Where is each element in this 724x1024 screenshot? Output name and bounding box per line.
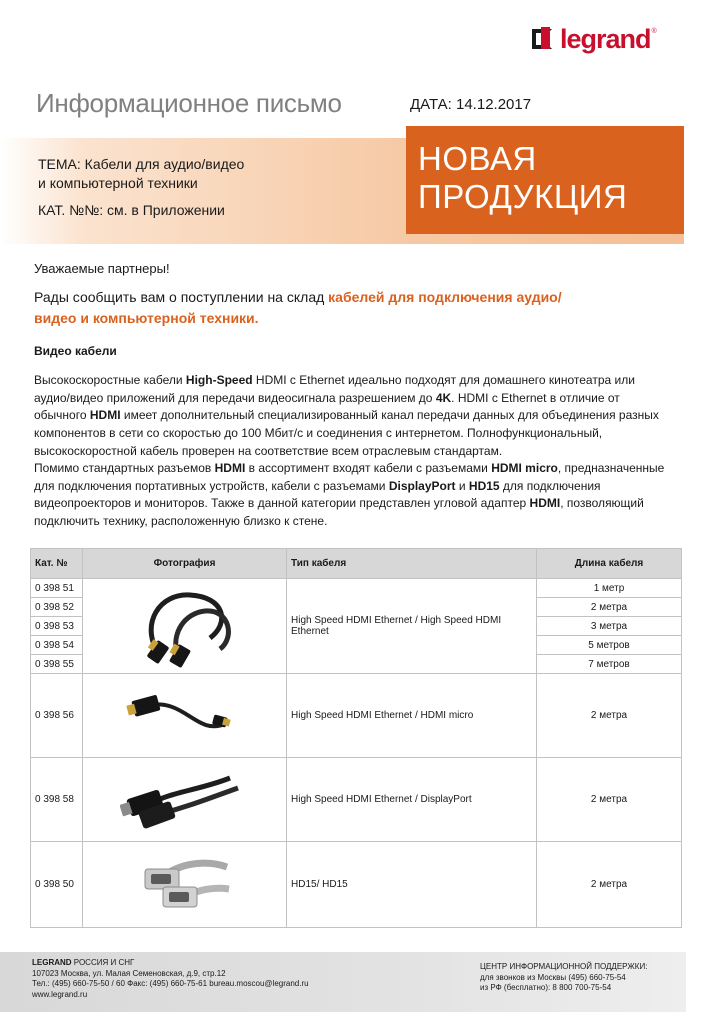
cat-number: 0 398 53 — [31, 617, 83, 636]
support-rf: из РФ (бесплатно): 8 800 700-75-54 — [480, 983, 612, 992]
cable-length: 7 метров — [537, 655, 682, 674]
header-photo: Фотография — [83, 549, 287, 579]
description-paragraph-1 — [34, 372, 674, 461]
p1-text-2: HDMI с Ethernet идеально подходят для домашнего кинотеатра или аудио/видео приложений для передачи видеосигнала разрешением до — [34, 373, 635, 405]
p2-bold-2: HDMI micro — [491, 461, 558, 475]
header-cat-number: Кат. № — [31, 549, 83, 579]
subject-topic — [38, 155, 244, 193]
cat-number: 0 398 50 — [31, 842, 83, 928]
cable-length: 1 метр — [537, 579, 682, 598]
footer-phones: Тел.: (495) 660-75-50 / 60 Факс: (495) 660-75-61 bureau.moscou@legrand.ru — [32, 979, 309, 988]
cable-length: 2 метра — [537, 598, 682, 617]
hdmi-cable-photo — [130, 583, 240, 669]
table-row — [31, 579, 682, 598]
p1-text-3: . HDMI с Ethernet в отличие от обычного — [34, 390, 620, 423]
cable-type: HD15/ HD15 — [287, 842, 537, 928]
photo-cell — [83, 842, 287, 928]
p2-bold-5: HDMI — [529, 496, 561, 511]
hd15-cable-photo — [135, 853, 235, 917]
intro-prefix: Рады сообщить вам о поступлении на склад — [34, 289, 329, 305]
legrand-logo-icon — [532, 27, 556, 51]
cable-type: High Speed HDMI Ethernet / High Speed HDMI Ethernet — [287, 579, 537, 674]
table-row — [31, 758, 682, 842]
new-product-banner — [406, 126, 684, 234]
catalog-reference: КАТ. №№: см. в Приложении — [38, 202, 225, 218]
cable-type: High Speed HDMI Ethernet / DisplayPort — [287, 758, 537, 842]
document-date: ДАТА: 14.12.2017 — [410, 96, 532, 113]
header-cable-type: Тип кабеля — [287, 549, 537, 579]
footer-support-info — [480, 962, 647, 994]
cable-length: 2 метра — [537, 758, 682, 842]
brand-name: legrand — [560, 23, 651, 54]
cat-number: 0 398 54 — [31, 636, 83, 655]
p2-bold-1: HDMI — [214, 461, 246, 475]
intro-suffix: . — [254, 310, 259, 326]
subject-topic-line2: и компьютерной техники — [38, 175, 198, 191]
cable-length: 3 метра — [537, 617, 682, 636]
support-title: ЦЕНТР ИНФОРМАЦИОННОЙ ПОДДЕРЖКИ: — [480, 962, 648, 971]
legrand-logo — [532, 22, 692, 56]
p1-bold-1: High-Speed — [185, 373, 253, 387]
new-product-banner-text: НОВАЯ ПРОДУКЦИЯ — [418, 140, 628, 215]
cable-type: High Speed HDMI Ethernet / HDMI micro — [287, 674, 537, 758]
photo-cell — [83, 579, 287, 674]
header-cable-length: Длина кабеля — [537, 549, 682, 579]
cable-length: 2 метра — [537, 674, 682, 758]
footer-company: LEGRAND — [32, 958, 72, 967]
support-moscow: для звонков из Москвы (495) 660-75-54 — [480, 972, 626, 982]
footer-site[interactable]: www.legrand.ru — [32, 989, 88, 999]
p1-text-1: Высокоскоростные кабели — [34, 373, 186, 387]
p2-text-2: в ассортимент входят кабели с разъемами — [245, 461, 492, 475]
p2-text-1: Помимо стандартных разъемов — [34, 461, 215, 475]
cat-number: 0 398 58 — [31, 758, 83, 842]
p2-bold-4: HD15 — [468, 478, 500, 493]
footer-company-info — [32, 958, 309, 1000]
photo-cell — [83, 674, 287, 758]
p2-text-5: для подключения видеопроекторов и мониторов. Также в данной категории представлен угловой адаптер — [34, 478, 601, 511]
cat-number: 0 398 55 — [31, 655, 83, 674]
registered-mark: ® — [651, 27, 657, 35]
photo-cell — [83, 758, 287, 842]
description-paragraph-2 — [34, 460, 674, 531]
cable-length: 5 метров — [537, 636, 682, 655]
document-title: Информационное письмо — [36, 88, 342, 118]
intro-highlight: кабелей для подключения аудио/видео и компьютерной техники — [34, 289, 562, 326]
cat-number: 0 398 56 — [31, 674, 83, 758]
table-row — [31, 674, 682, 758]
product-table — [30, 548, 682, 928]
cat-number: 0 398 51 — [31, 579, 83, 598]
table-row — [31, 842, 682, 928]
section-title: Видео кабели — [34, 344, 117, 358]
displayport-cable-photo — [120, 768, 250, 832]
intro-paragraph — [34, 287, 594, 329]
hdmi-micro-cable-photo — [125, 686, 245, 746]
table-header-row — [31, 549, 682, 579]
p2-bold-3: DisplayPort — [388, 478, 456, 493]
p2-text-6: , позволяющий подключить технику, расположенную близко к стене. — [34, 496, 644, 529]
footer-region: РОССИЯ И СНГ — [71, 958, 135, 967]
p1-bold-3: HDMI — [89, 408, 121, 423]
p2-text-4: и — [455, 478, 469, 493]
greeting: Уважаемые партнеры! — [34, 261, 170, 276]
p1-text-4: имеет дополнительный специализированный канал передачи данных для объединения разных компонентов в сети со скоростью до 100 Мбит/с и соединения с интернетом. Полнофункциональный, высокоскоростной кабель проверен на соответствие всем отраслевым стандартам. — [34, 408, 659, 458]
subject-topic-line1: ТЕМА: Кабели для аудио/видео — [38, 156, 245, 172]
cable-length: 2 метра — [537, 842, 682, 928]
p1-bold-2: 4K — [435, 390, 452, 405]
cat-number: 0 398 52 — [31, 598, 83, 617]
footer-address: 107023 Москва, ул. Малая Семеновская, д.9, стр.12 — [32, 968, 226, 978]
p2-text-3: , предназначенные для подключения портативных устройств, кабели с разъемами — [34, 461, 665, 493]
